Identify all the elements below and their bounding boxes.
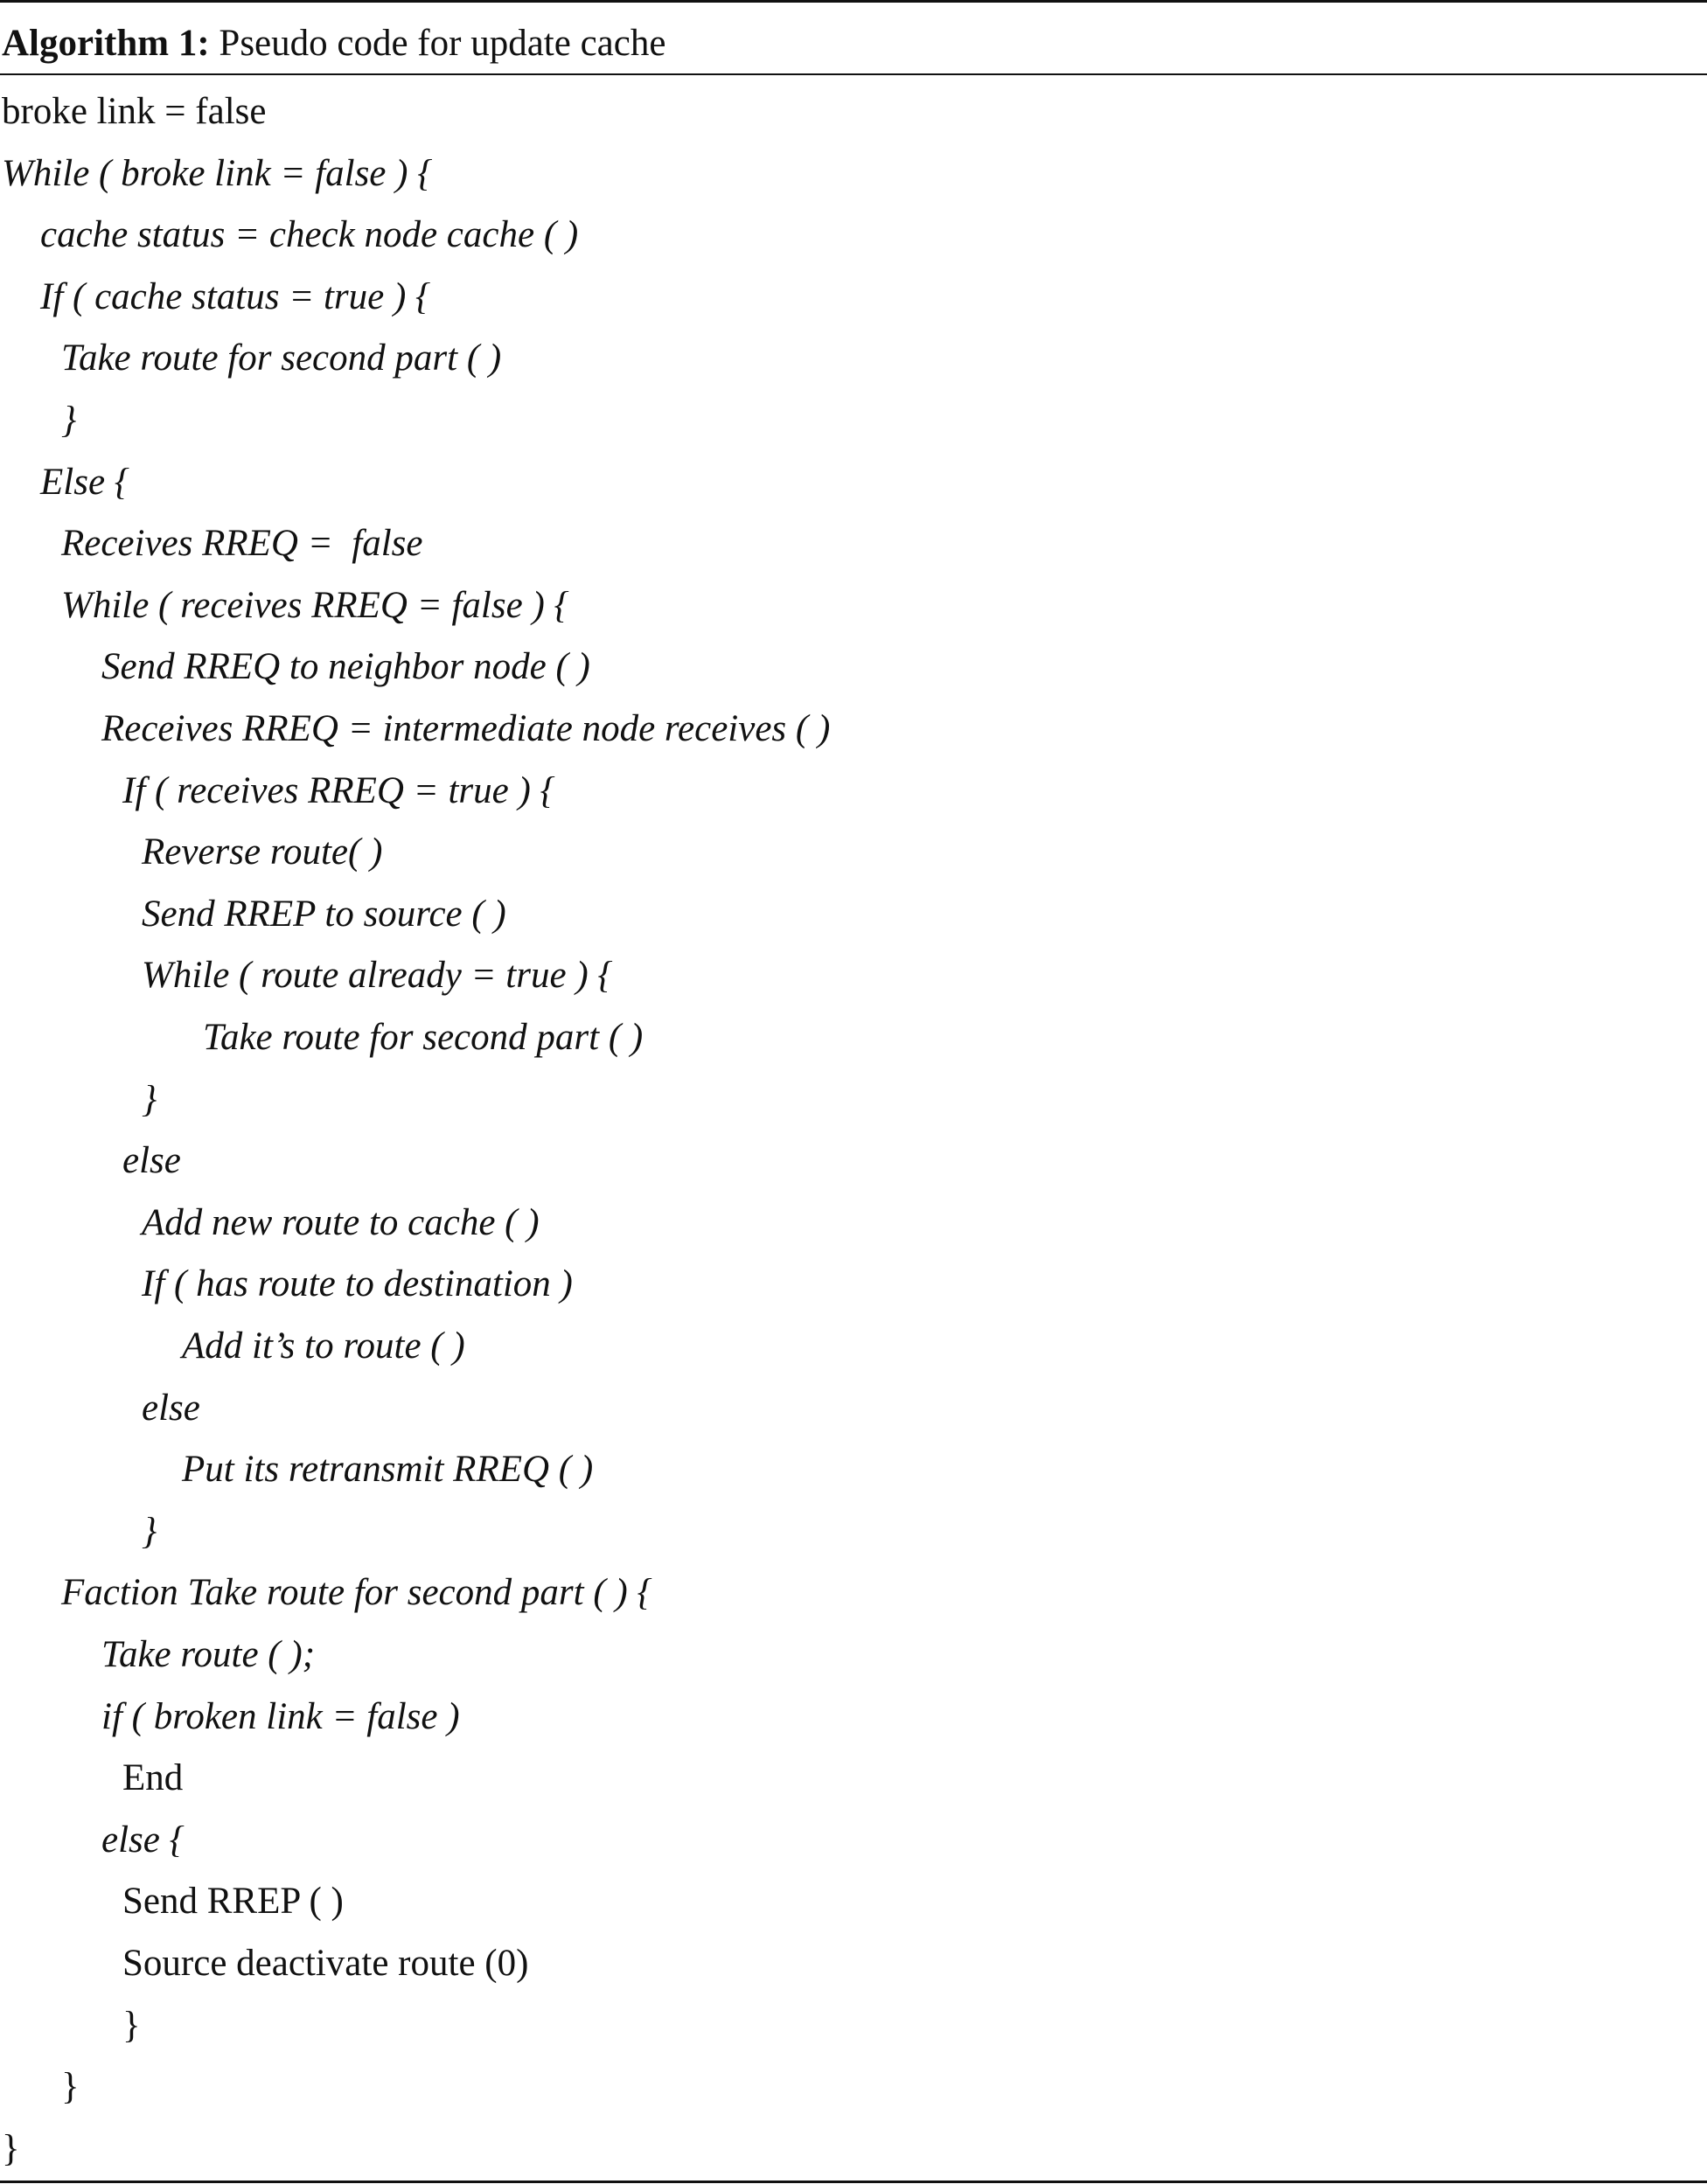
algorithm-label: Algorithm 1: [2,23,210,64]
code-line: Send RREQ to neighbor node ( ) [101,646,590,688]
code-line: Faction Take route for second part ( ) { [61,1572,652,1614]
code-line: broke link = false [2,91,267,132]
code-line: Source deactivate route (0) [122,1943,529,1984]
bottom-rule [0,2181,1707,2183]
code-line: Take route for second part ( ) [203,1017,644,1058]
code-line: If ( receives RREQ = true ) { [122,769,555,811]
code-line: } [61,2066,80,2108]
code-line: } [142,1078,157,1120]
code-line: else [142,1387,200,1429]
algorithm-caption [2,19,665,68]
code-line: else { [101,1819,185,1861]
code-line: End [122,1757,184,1799]
code-line: If ( has route to destination ) [142,1263,573,1305]
code-line: If ( cache status = true ) { [40,275,431,317]
code-line: else [122,1140,181,1182]
code-line: Put its retransmit RREQ ( ) [182,1449,594,1491]
top-rule [0,0,1707,3]
code-line: Send RREP to source ( ) [142,893,506,935]
code-line: Take route for second part ( ) [61,337,502,379]
code-line: Send RREP ( ) [122,1881,344,1923]
code-line: Add new route to cache ( ) [142,1201,540,1243]
code-line: Receives RREQ = intermediate node receives ( ) [101,708,831,749]
caption-rule [0,73,1707,75]
code-line: } [142,1510,157,1552]
code-line: While ( route already = true ) { [142,955,613,997]
code-line: While ( broke link = false ) { [2,152,433,194]
code-line: cache status = check node cache ( ) [40,214,579,256]
code-line: While ( receives RREQ = false ) { [61,584,569,626]
code-line: Reverse route( ) [142,831,383,873]
code-line: } [61,400,77,441]
code-line: Take route ( ); [101,1634,316,1675]
code-line: } [122,2004,141,2046]
code-line: if ( broken link = false ) [101,1695,460,1737]
code-line: Receives RREQ = false [61,523,423,565]
algorithm-title: Pseudo code for update cache [219,23,666,64]
code-line: } [2,2127,20,2169]
code-line: Add it’s to route ( ) [182,1325,465,1367]
code-line: Else { [40,461,129,503]
